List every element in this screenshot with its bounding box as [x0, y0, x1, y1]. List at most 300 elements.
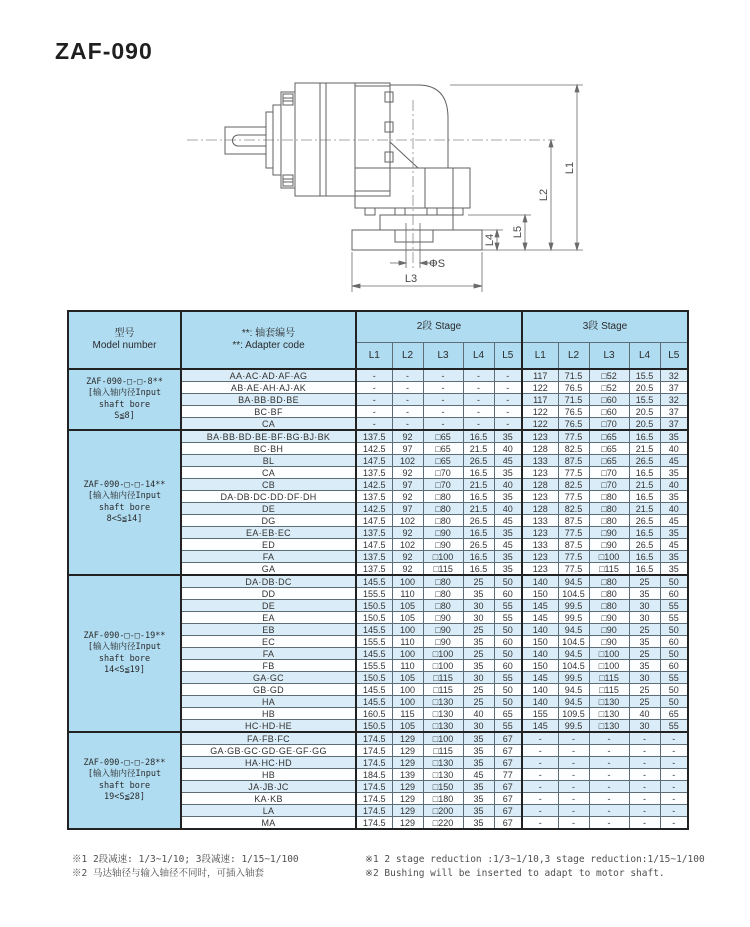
dim-value-cell: □65	[589, 455, 629, 467]
dim-value-cell: □65	[589, 430, 629, 443]
dim-value-cell: 35	[463, 660, 494, 672]
dim-label-l5: L5	[512, 225, 524, 239]
dim-value-cell: 30	[629, 720, 660, 733]
dim-value-cell: 139	[392, 769, 423, 781]
dim-value-cell: 20.5	[629, 406, 660, 418]
adapter-code-cell: DA·DB·DC·DD·DF·DH	[181, 491, 356, 503]
dim-value-cell: 115	[392, 708, 423, 720]
dim-value-cell: -	[423, 382, 463, 394]
dim-value-cell: 30	[463, 612, 494, 624]
dim-value-cell: 117	[522, 369, 558, 382]
dim-value-cell: □70	[423, 479, 463, 491]
dim-value-cell: 40	[494, 443, 522, 455]
adapter-code-cell: CA	[181, 467, 356, 479]
dim-value-cell: 30	[463, 600, 494, 612]
dim-value-cell: 128	[522, 443, 558, 455]
dim-value-cell: 35	[494, 527, 522, 539]
dim-value-cell: 184.5	[356, 769, 392, 781]
dim-value-cell: -	[463, 418, 494, 431]
dim-value-cell: □130	[589, 696, 629, 708]
dim-value-cell: 40	[494, 479, 522, 491]
adapter-code-cell: DD	[181, 588, 356, 600]
dim-value-cell: 150.5	[356, 720, 392, 733]
dim-value-cell: -	[423, 418, 463, 431]
dim-value-cell: 76.5	[558, 382, 589, 394]
dim-value-cell: 65	[494, 708, 522, 720]
model-group-cell: ZAF-090-□-□-14** [输入轴内径Input shaft bore 8<S≦14]	[68, 430, 181, 575]
dim-value-cell: -	[392, 382, 423, 394]
spec-table	[67, 310, 689, 830]
adapter-code-cell: HB	[181, 708, 356, 720]
dim-value-cell: 110	[392, 636, 423, 648]
dim-value-cell: 94.5	[558, 696, 589, 708]
dim-value-cell: -	[558, 732, 589, 745]
dim-value-cell: 26.5	[629, 539, 660, 551]
dim-value-cell: 137.5	[356, 467, 392, 479]
spec-table-wrap	[67, 310, 689, 830]
dim-value-cell: 92	[392, 491, 423, 503]
dim-value-cell: □100	[589, 648, 629, 660]
dim-value-cell: □130	[423, 708, 463, 720]
dim-value-cell: □100	[423, 648, 463, 660]
dim-value-cell: 35	[463, 732, 494, 745]
dim-value-cell: 155.5	[356, 636, 392, 648]
dim-value-cell: 145.5	[356, 696, 392, 708]
dim-value-cell: 16.5	[629, 491, 660, 503]
dim-value-cell: □100	[423, 660, 463, 672]
dim-value-cell: -	[660, 805, 688, 817]
dim-value-cell: -	[558, 745, 589, 757]
dim-value-cell: 137.5	[356, 430, 392, 443]
dim-value-cell: -	[629, 732, 660, 745]
dim-value-cell: -	[356, 382, 392, 394]
shaft-keyway	[233, 135, 267, 146]
dim-value-cell: 128	[522, 479, 558, 491]
dim-value-cell: 35	[660, 467, 688, 479]
dim-value-cell: 150.5	[356, 600, 392, 612]
dim-value-cell: 15.5	[629, 394, 660, 406]
dim-value-cell: -	[589, 745, 629, 757]
dim-value-cell: □65	[423, 455, 463, 467]
dim-value-cell: 25	[463, 575, 494, 588]
dim-value-cell: 55	[494, 672, 522, 684]
dim-value-cell: 35	[463, 588, 494, 600]
dim-value-cell: □90	[589, 636, 629, 648]
dim-value-cell: 21.5	[463, 479, 494, 491]
dim-value-cell: 21.5	[629, 443, 660, 455]
dim-value-cell: 20.5	[629, 382, 660, 394]
dim-value-cell: 77.5	[558, 467, 589, 479]
dim-value-cell: -	[589, 793, 629, 805]
header-dim: L4	[629, 343, 660, 370]
adapter-code-cell: AA·AC·AD·AF·AG	[181, 369, 356, 382]
page-title: ZAF-090	[55, 38, 153, 64]
dim-value-cell: 147.5	[356, 539, 392, 551]
dim-value-cell: 97	[392, 503, 423, 515]
dim-value-cell: □180	[423, 793, 463, 805]
dim-value-cell: -	[629, 817, 660, 830]
dim-value-cell: 97	[392, 479, 423, 491]
adapter-code-cell: CA	[181, 418, 356, 431]
dim-value-cell: 105	[392, 720, 423, 733]
dim-value-cell: 129	[392, 781, 423, 793]
dim-value-cell: -	[629, 745, 660, 757]
dim-value-cell: □115	[589, 684, 629, 696]
dim-value-cell: □130	[423, 757, 463, 769]
dim-value-cell: 133	[522, 515, 558, 527]
dim-value-cell: 129	[392, 805, 423, 817]
dim-value-cell: 16.5	[463, 467, 494, 479]
header-dim: L1	[356, 343, 392, 370]
dim-value-cell: □90	[423, 539, 463, 551]
dim-value-cell: 35	[494, 551, 522, 563]
dim-value-cell: 129	[392, 757, 423, 769]
dim-value-cell: -	[423, 394, 463, 406]
dim-value-cell: 35	[629, 636, 660, 648]
dim-value-cell: 25	[629, 684, 660, 696]
dim-value-cell: -	[392, 418, 423, 431]
header-stage3: 3段 Stage	[522, 311, 688, 343]
dim-value-cell: 45	[660, 539, 688, 551]
dim-value-cell: -	[558, 793, 589, 805]
dim-value-cell: □80	[423, 575, 463, 588]
model-group-cell: ZAF-090-□-□-19** [输入轴内径Input shaft bore 14<S≦19]	[68, 575, 181, 732]
dim-value-cell: -	[522, 805, 558, 817]
dim-value-cell: 35	[494, 430, 522, 443]
dim-value-cell: 174.5	[356, 757, 392, 769]
gear-body	[295, 83, 390, 196]
dim-value-cell: 16.5	[629, 467, 660, 479]
dim-value-cell: □130	[423, 696, 463, 708]
header-dim: L1	[522, 343, 558, 370]
dim-value-cell: 145.5	[356, 624, 392, 636]
dim-value-cell: 122	[522, 382, 558, 394]
adapter-code-cell: FB	[181, 660, 356, 672]
dim-value-cell: 137.5	[356, 563, 392, 576]
adapter-code-cell: FA	[181, 551, 356, 563]
adapter-code-cell: HC·HD·HE	[181, 720, 356, 733]
dim-value-cell: -	[423, 369, 463, 382]
dim-value-cell: 67	[494, 732, 522, 745]
adapter-code-cell: HA	[181, 696, 356, 708]
notes-chinese	[72, 853, 299, 881]
dim-value-cell: 55	[660, 720, 688, 733]
dim-value-cell: 100	[392, 696, 423, 708]
dim-value-cell: 137.5	[356, 527, 392, 539]
dim-value-cell: 137.5	[356, 551, 392, 563]
header-dim: L3	[589, 343, 629, 370]
dim-value-cell: □70	[589, 467, 629, 479]
notes-english	[365, 853, 705, 881]
dim-value-cell: 25	[629, 648, 660, 660]
dim-value-cell: 87.5	[558, 515, 589, 527]
dim-value-cell: 145.5	[356, 648, 392, 660]
dim-value-cell: 122	[522, 406, 558, 418]
dim-value-cell: 21.5	[463, 443, 494, 455]
dim-value-cell: 35	[494, 491, 522, 503]
dim-value-cell: 105	[392, 600, 423, 612]
dim-value-cell: -	[423, 406, 463, 418]
dim-value-cell: 15.5	[629, 369, 660, 382]
dim-value-cell: 105	[392, 612, 423, 624]
dim-value-cell: 50	[660, 648, 688, 660]
dim-value-cell: -	[392, 406, 423, 418]
adapter-code-cell: DA·DB·DC	[181, 575, 356, 588]
dim-value-cell: 123	[522, 467, 558, 479]
dim-value-cell: -	[660, 793, 688, 805]
dim-value-cell: 122	[522, 418, 558, 431]
adapter-code-cell: EA·EB·EC	[181, 527, 356, 539]
dim-value-cell: 16.5	[463, 527, 494, 539]
dim-value-cell: -	[589, 769, 629, 781]
dim-value-cell: 16.5	[463, 551, 494, 563]
dim-value-cell: 40	[660, 479, 688, 491]
dim-value-cell: -	[522, 781, 558, 793]
dim-value-cell: -	[558, 781, 589, 793]
dim-value-cell: 32	[660, 394, 688, 406]
dim-value-cell: □80	[589, 503, 629, 515]
dim-value-cell: -	[392, 369, 423, 382]
dim-value-cell: -	[463, 394, 494, 406]
dim-value-cell: 16.5	[629, 430, 660, 443]
adapter-code-cell: GA·GB·GC·GD·GE·GF·GG	[181, 745, 356, 757]
note-line: ※1 2 stage reduction :1/3~1/10,3 stage reduction:1/15~1/100	[365, 854, 705, 865]
dim-value-cell: 145.5	[356, 575, 392, 588]
dim-value-cell: -	[494, 382, 522, 394]
dim-value-cell: -	[494, 394, 522, 406]
dim-value-cell: □80	[423, 515, 463, 527]
dim-value-cell: □115	[423, 745, 463, 757]
dim-value-cell: 155.5	[356, 660, 392, 672]
dim-value-cell: 26.5	[629, 515, 660, 527]
table-row	[68, 575, 688, 588]
dim-value-cell: □60	[589, 394, 629, 406]
dim-value-cell: -	[589, 757, 629, 769]
adapter-code-cell: GA	[181, 563, 356, 576]
dim-value-cell: 76.5	[558, 418, 589, 431]
dim-value-cell: 145	[522, 720, 558, 733]
dim-value-cell: 21.5	[629, 479, 660, 491]
note-line: ※2 马达轴径与输入轴径不同时，可插入轴套	[72, 867, 264, 879]
dim-value-cell: 147.5	[356, 455, 392, 467]
dim-value-cell: 35	[629, 588, 660, 600]
dim-value-cell: □90	[589, 527, 629, 539]
dim-value-cell: 67	[494, 805, 522, 817]
dim-value-cell: -	[463, 369, 494, 382]
dim-value-cell: 60	[494, 660, 522, 672]
dim-value-cell: 50	[660, 575, 688, 588]
dim-value-cell: □80	[589, 600, 629, 612]
dim-value-cell: 45	[660, 455, 688, 467]
dim-value-cell: 50	[494, 684, 522, 696]
dim-value-cell: 37	[660, 406, 688, 418]
dim-value-cell: 35	[463, 757, 494, 769]
dim-value-cell: □130	[589, 720, 629, 733]
gearmotor-side-view	[185, 80, 585, 302]
dim-value-cell: 55	[494, 600, 522, 612]
note-line: ※1 2段减速: 1/3~1/10; 3段减速: 1/15~1/100	[72, 854, 299, 865]
dim-value-cell: 45	[660, 515, 688, 527]
dim-value-cell: 140	[522, 575, 558, 588]
dim-value-cell: 123	[522, 527, 558, 539]
dim-value-cell: -	[660, 817, 688, 830]
dim-value-cell: 67	[494, 745, 522, 757]
dim-value-cell: 40	[629, 708, 660, 720]
elbow-housing	[390, 85, 448, 196]
dim-value-cell: 76.5	[558, 406, 589, 418]
dim-value-cell: -	[494, 418, 522, 431]
dim-value-cell: -	[356, 369, 392, 382]
dim-value-cell: 37	[660, 418, 688, 431]
dim-value-cell: 37	[660, 382, 688, 394]
dim-value-cell: -	[463, 406, 494, 418]
adapter-code-cell: BL	[181, 455, 356, 467]
dim-value-cell: 145.5	[356, 684, 392, 696]
header-model-en: Model number	[92, 340, 157, 351]
dim-value-cell: □100	[589, 551, 629, 563]
dim-value-cell: -	[589, 781, 629, 793]
dim-value-cell: -	[494, 369, 522, 382]
dim-value-cell: □115	[423, 672, 463, 684]
table-row	[68, 369, 688, 382]
technical-drawing	[185, 80, 585, 302]
dim-value-cell: 55	[494, 720, 522, 733]
dim-value-cell: 67	[494, 793, 522, 805]
dim-value-cell: 102	[392, 455, 423, 467]
dim-value-cell: 174.5	[356, 805, 392, 817]
dim-value-cell: 50	[660, 624, 688, 636]
spec-table-body	[68, 369, 688, 829]
dim-value-cell: 100	[392, 624, 423, 636]
dim-value-cell: 25	[463, 684, 494, 696]
header-dim: L2	[392, 343, 423, 370]
dim-value-cell: 60	[660, 588, 688, 600]
dim-value-cell: 20.5	[629, 418, 660, 431]
dim-value-cell: 82.5	[558, 503, 589, 515]
dim-value-cell: 77.5	[558, 551, 589, 563]
dim-value-cell: 145	[522, 672, 558, 684]
dim-value-cell: 97	[392, 443, 423, 455]
dim-value-cell: -	[356, 406, 392, 418]
header-adapter-cn: **: 轴套编号	[241, 327, 296, 339]
dim-value-cell: 100	[392, 684, 423, 696]
dim-value-cell: □60	[589, 406, 629, 418]
dim-value-cell: 60	[660, 660, 688, 672]
dim-value-cell: □80	[423, 503, 463, 515]
dim-value-cell: 129	[392, 745, 423, 757]
adapter-code-cell: KA·KB	[181, 793, 356, 805]
dim-value-cell: 104.5	[558, 660, 589, 672]
dim-value-cell: 110	[392, 588, 423, 600]
dim-value-cell: 123	[522, 551, 558, 563]
dim-value-cell: □80	[423, 491, 463, 503]
dim-value-cell: 150.5	[356, 672, 392, 684]
dim-value-cell: □90	[589, 612, 629, 624]
adapter-code-cell: BA·BB·BD·BE	[181, 394, 356, 406]
dim-value-cell: 155	[522, 708, 558, 720]
dim-value-cell: 40	[660, 443, 688, 455]
dim-value-cell: 128	[522, 503, 558, 515]
dim-value-cell: 35	[660, 430, 688, 443]
dim-value-cell: 92	[392, 527, 423, 539]
dim-value-cell: 35	[463, 805, 494, 817]
adapter-code-cell: DE	[181, 600, 356, 612]
dim-value-cell: 67	[494, 757, 522, 769]
dim-value-cell: □130	[589, 708, 629, 720]
dim-value-cell: 25	[629, 696, 660, 708]
dim-value-cell: -	[522, 732, 558, 745]
dim-value-cell: □80	[589, 575, 629, 588]
dim-value-cell: □115	[589, 672, 629, 684]
dim-value-cell: 110	[392, 660, 423, 672]
dim-value-cell: -	[589, 805, 629, 817]
dim-value-cell: 123	[522, 563, 558, 576]
adapter-code-cell: EA	[181, 612, 356, 624]
dim-value-cell: 40	[463, 708, 494, 720]
dim-label-l1: L1	[564, 161, 576, 175]
dim-value-cell: 21.5	[629, 503, 660, 515]
dim-value-cell: 35	[660, 551, 688, 563]
dim-value-cell: 140	[522, 684, 558, 696]
dim-value-cell: 117	[522, 394, 558, 406]
dim-value-cell: 30	[463, 672, 494, 684]
adapter-code-cell: HA·HC·HD	[181, 757, 356, 769]
dim-value-cell: 92	[392, 551, 423, 563]
dim-value-cell: 40	[494, 503, 522, 515]
dim-value-cell: -	[522, 757, 558, 769]
dim-value-cell: □100	[423, 732, 463, 745]
dim-value-cell: 65	[660, 708, 688, 720]
header-adapter	[181, 311, 356, 369]
dim-value-cell: 174.5	[356, 732, 392, 745]
dim-value-cell: □90	[423, 624, 463, 636]
dim-value-cell: □115	[423, 684, 463, 696]
dim-value-cell: -	[660, 745, 688, 757]
dim-value-cell: 35	[660, 563, 688, 576]
dim-value-cell: 71.5	[558, 369, 589, 382]
dim-value-cell: -	[660, 732, 688, 745]
adapter-code-cell: DE	[181, 503, 356, 515]
dim-value-cell: 35	[463, 745, 494, 757]
dim-value-cell: □90	[589, 539, 629, 551]
dim-value-cell: 105	[392, 672, 423, 684]
dim-value-cell: 55	[660, 612, 688, 624]
dim-value-cell: 82.5	[558, 443, 589, 455]
dim-value-cell: 137.5	[356, 491, 392, 503]
dim-value-cell: □90	[423, 636, 463, 648]
dim-value-cell: 94.5	[558, 624, 589, 636]
dim-value-cell: 50	[494, 624, 522, 636]
dim-value-cell: 30	[629, 612, 660, 624]
dim-value-cell: 25	[629, 624, 660, 636]
dim-value-cell: 99.5	[558, 672, 589, 684]
dim-value-cell: □65	[423, 430, 463, 443]
dim-value-cell: □65	[589, 443, 629, 455]
dim-value-cell: 102	[392, 539, 423, 551]
dim-value-cell: 129	[392, 732, 423, 745]
dim-value-cell: -	[522, 769, 558, 781]
dim-value-cell: 77.5	[558, 527, 589, 539]
dim-value-cell: 30	[629, 600, 660, 612]
dim-value-cell: □100	[589, 660, 629, 672]
dim-value-cell: -	[629, 781, 660, 793]
adapter-code-cell: GB·GD	[181, 684, 356, 696]
dim-value-cell: -	[558, 817, 589, 830]
dim-value-cell: 25	[463, 624, 494, 636]
dim-value-cell: 60	[494, 636, 522, 648]
dim-value-cell: -	[392, 394, 423, 406]
dim-value-cell: 35	[494, 467, 522, 479]
